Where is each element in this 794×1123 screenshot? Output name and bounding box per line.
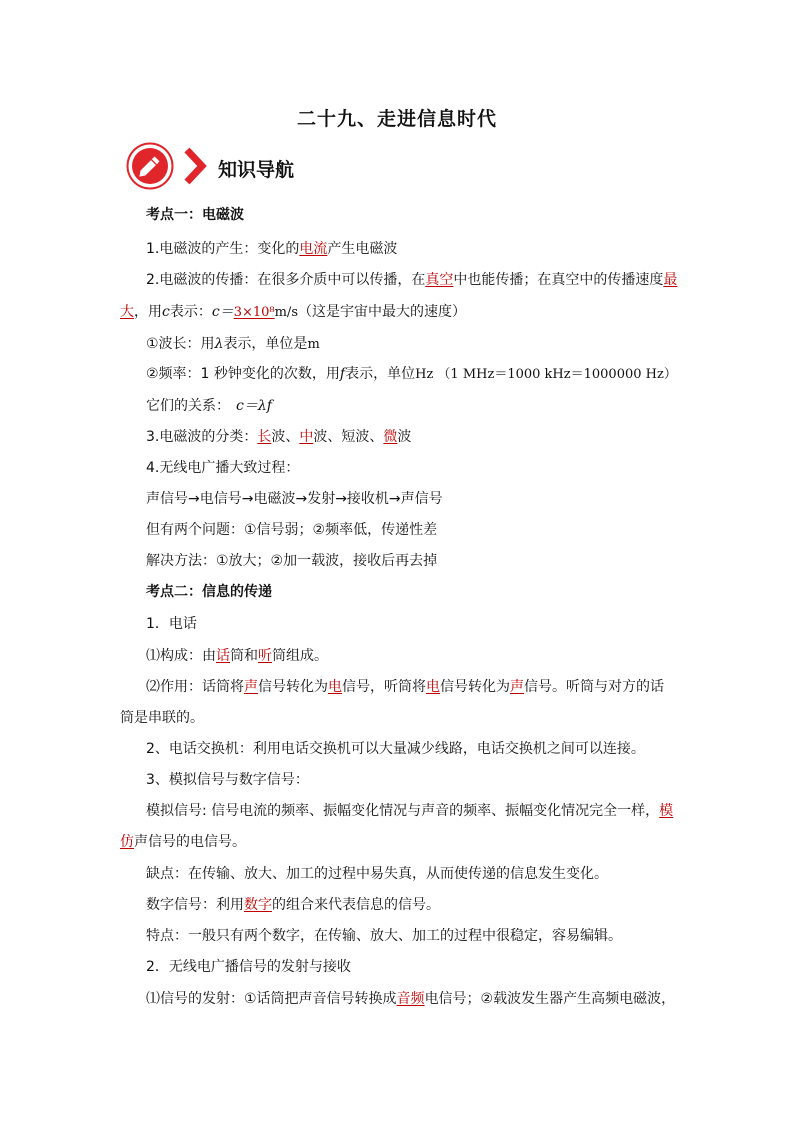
text-line: 但有两个问题：①信号弱；②频率低，传递性差 [146,522,438,538]
text-line: ①波长：用λ表示，单位是m [146,336,320,352]
section-heading-2: 考点二：信息的传递 [146,584,272,600]
text-line: 大，用c表示：c＝3×10⁸m/s（这是宇宙中最大的速度） [120,304,466,320]
text-line: 2.电磁波的传播：在很多介质中可以传播，在真空中也能传播；在真空中的传播速度最 [146,272,678,288]
pencil-icon [126,142,174,190]
section-heading-1: 考点一：电磁波 [146,207,244,223]
text-line: ⑵作用：话筒将声信号转化为电信号，听筒将电信号转化为声信号。听筒与对方的话 [146,679,664,695]
chevron-right-icon [182,146,208,186]
text-line: 1.电磁波的产生：变化的电流产生电磁波 [146,241,398,257]
text-line: ⑴构成：由话筒和听筒组成。 [146,648,328,664]
text-line: 缺点：在传输、放大、加工的过程中易失真，从而使传递的信息发生变化。 [146,866,608,882]
text-line: 3.电磁波的分类：长波、中波、短波、微波 [146,429,412,445]
page-title: 二十九、走进信息时代 [296,108,497,130]
text-line: 筒是串联的。 [120,710,204,726]
text-line: ⑴信号的发射：①话筒把声音信号转换成音频电信号；②载波发生器产生高频电磁波， [146,991,676,1007]
text-line: 声信号→电信号→电磁波→发射→接收机→声信号 [146,491,443,507]
text-line: 模拟信号: 信号电流的频率、振幅变化情况与声音的频率、振幅变化情况完全一样，模 [146,803,674,819]
text-line: 它们的关系： c＝λf [146,398,272,414]
text-line: 4.无线电广播大致过程： [146,460,300,476]
text-line: 解决方法：①放大；②加一载波，接收后再去掉 [146,553,438,569]
text-line: 数字信号：利用数字的组合来代表信息的信号。 [146,897,440,913]
text-line: 仿声信号的电信号。 [120,834,246,850]
text-line: 3、模拟信号与数字信号： [146,772,309,788]
nav-title: 知识导航 [218,159,295,181]
text-line: 1．电话 [146,616,197,632]
text-line: 特点：一般只有两个数字，在传输、放大、加工的过程中很稳定，容易编辑。 [146,928,622,944]
text-line: 2．无线电广播信号的发射与接收 [146,959,351,975]
text-line: ②频率：1 秒钟变化的次数，用f表示，单位Hz （1 MHz＝1000 kHz＝1000000 Hz） [146,366,677,382]
text-line: 2、电话交换机：利用电话交换机可以大量减少线路，电话交换机之间可以连接。 [146,741,645,757]
